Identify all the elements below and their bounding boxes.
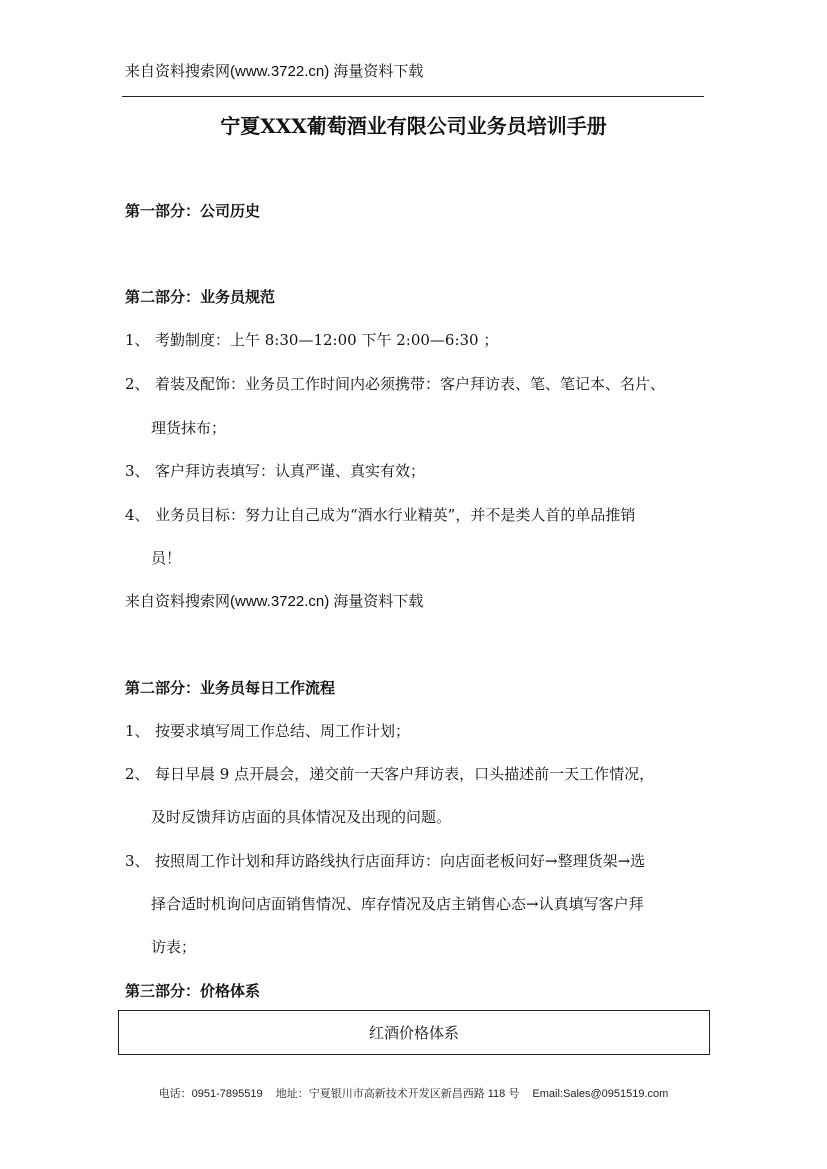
price-table-caption-cell [118, 1010, 710, 1055]
section-heading-company-history: 第一部分：公司历史 [125, 202, 261, 220]
section-heading-daily-workflow: 第二部分：业务员每日工作流程 [125, 679, 336, 697]
list-item [125, 460, 425, 481]
list-item-continuation: 及时反馈拜访店面的具体情况及出现的问题。 [151, 808, 452, 826]
header-rule [122, 96, 704, 97]
section-heading-price-system: 第三部分：价格体系 [125, 982, 261, 1000]
list-item [125, 373, 665, 394]
list-item-number: 3、 [125, 852, 150, 870]
list-item [125, 720, 410, 741]
document-title: 宁夏XXX葡萄酒业有限公司业务员培训手册 [220, 114, 607, 138]
page-footer [0, 1085, 827, 1101]
footer-email: Email:Sales@0951519.com [532, 1088, 669, 1100]
section-heading-salesman-rules: 第二部分：业务员规范 [125, 288, 276, 306]
list-item-number: 2、 [125, 375, 150, 393]
list-item-number: 3、 [125, 462, 150, 480]
list-item-text: 客户拜访表填写：认真严谨、真实有效； [155, 462, 426, 480]
list-item-number: 2、 [125, 765, 150, 783]
list-item-text: 着装及配饰：业务员工作时间内必须携带：客户拜访表、笔、笔记本、名片、 [155, 375, 666, 393]
price-table-caption: 红酒价格体系 [368, 1024, 459, 1042]
list-item-number: 1、 [125, 331, 150, 349]
footer-address: 地址：宁夏银川市高新技术开发区新昌西路 118 号 [275, 1088, 520, 1100]
list-item-continuation: 访表； [151, 938, 197, 956]
list-item [125, 329, 498, 350]
list-item [125, 763, 654, 784]
list-item-text: 考勤制度：上午 8:30—12:00 下午 2:00—6:30 ； [155, 331, 499, 349]
list-item-continuation: 理货抹布； [151, 419, 227, 437]
list-item-text: 按照周工作计划和拜访路线执行店面拜访：向店面老板问好→整理货架→选 [155, 852, 646, 870]
list-item-number: 4、 [125, 506, 150, 524]
header-source-text: 来自资料搜索网(www.3722.cn) 海量资料下载 [125, 63, 424, 80]
list-item-number: 1、 [125, 722, 150, 740]
list-item-continuation: 择合适时机询问店面销售情况、库存情况及店主销售心态→认真填写客户拜 [151, 895, 644, 913]
list-item-text: 每日早晨 9 点开晨会，递交前一天客户拜访表，口头描述前一天工作情况， [155, 765, 655, 783]
list-item [125, 850, 645, 871]
list-item [125, 504, 635, 525]
list-item-text: 按要求填写周工作总结、周工作计划； [155, 722, 411, 740]
list-item-text: 业务员目标：努力让自己成为“酒水行业精英”，并不是类人首的单品推销 [155, 506, 636, 524]
footer-phone: 电话：0951-7895519 [158, 1088, 263, 1100]
mid-source-text: 来自资料搜索网(www.3722.cn) 海量资料下载 [125, 593, 424, 610]
list-item-continuation: 员！ [151, 549, 182, 567]
